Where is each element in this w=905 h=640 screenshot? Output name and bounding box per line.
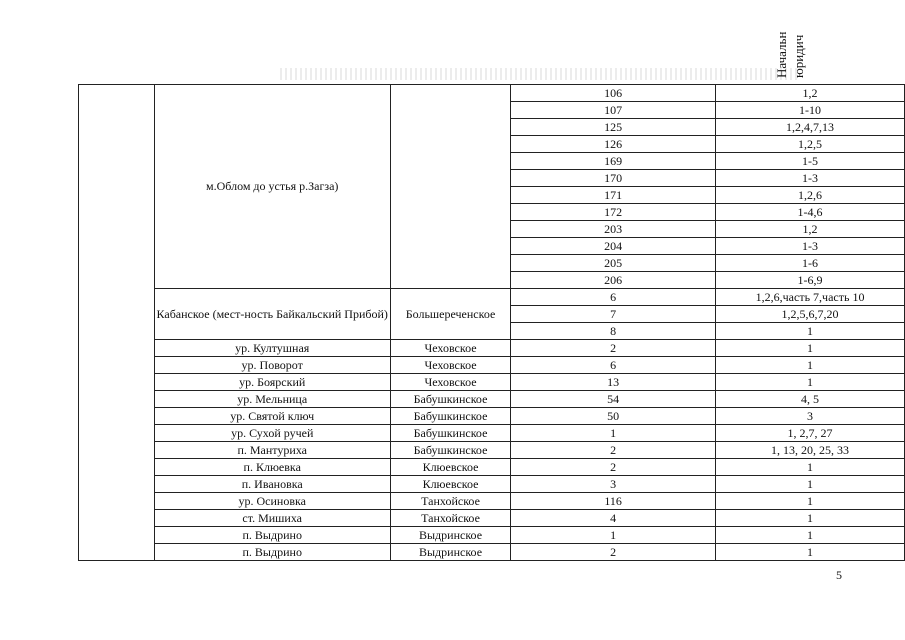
district-cell: Бабушкинское — [390, 408, 510, 425]
quarter-cell: 2 — [511, 459, 716, 476]
quarter-cell: 106 — [511, 85, 716, 102]
district-cell: Бабушкинское — [390, 442, 510, 459]
place-cell: п. Мантуриха — [154, 442, 390, 459]
table-row — [79, 374, 905, 391]
plots-cell: 1,2,5 — [716, 136, 905, 153]
district-cell: Выдринское — [390, 544, 510, 561]
district-cell: Чеховское — [390, 340, 510, 357]
place-cell: м.Облом до устья р.Загза) — [154, 85, 390, 289]
place-cell: ур. Святой ключ — [154, 408, 390, 425]
quarter-cell: 169 — [511, 153, 716, 170]
plots-cell: 1-10 — [716, 102, 905, 119]
place-cell: Кабанское (мест-ность Байкальский Прибой) — [154, 289, 390, 340]
plots-cell: 1-6,9 — [716, 272, 905, 289]
district-cell: Клюевское — [390, 476, 510, 493]
place-cell: п. Клюевка — [154, 459, 390, 476]
plots-cell: 1-4,6 — [716, 204, 905, 221]
header-line-1: Начальн — [774, 31, 789, 78]
quarter-cell: 4 — [511, 510, 716, 527]
plots-cell: 1, 13, 20, 25, 33 — [716, 442, 905, 459]
scan-noise-band — [280, 68, 800, 80]
table-row — [79, 459, 905, 476]
plots-cell: 1-6 — [716, 255, 905, 272]
quarter-cell: 107 — [511, 102, 716, 119]
quarter-cell: 2 — [511, 442, 716, 459]
quarter-cell: 7 — [511, 306, 716, 323]
plots-cell: 1, 2,7, 27 — [716, 425, 905, 442]
district-cell — [390, 85, 510, 289]
plots-cell: 4, 5 — [716, 391, 905, 408]
quarter-cell: 172 — [511, 204, 716, 221]
quarter-cell: 8 — [511, 323, 716, 340]
place-cell: ур. Мельница — [154, 391, 390, 408]
district-cell: Клюевское — [390, 459, 510, 476]
header-line-2: юридич — [791, 34, 806, 78]
plots-cell: 1 — [716, 340, 905, 357]
quarter-cell: 2 — [511, 544, 716, 561]
district-cell: Чеховское — [390, 374, 510, 391]
quarter-cell: 116 — [511, 493, 716, 510]
table-row — [79, 408, 905, 425]
quarter-cell: 205 — [511, 255, 716, 272]
district-cell: Чеховское — [390, 357, 510, 374]
district-cell: Большереченское — [390, 289, 510, 340]
district-cell: Бабушкинское — [390, 425, 510, 442]
quarter-cell: 203 — [511, 221, 716, 238]
quarter-cell: 170 — [511, 170, 716, 187]
plots-cell: 1 — [716, 493, 905, 510]
plots-cell: 1,2,4,7,13 — [716, 119, 905, 136]
plots-cell: 1-5 — [716, 153, 905, 170]
plots-cell: 1 — [716, 374, 905, 391]
plots-cell: 1-3 — [716, 238, 905, 255]
table-row — [79, 527, 905, 544]
plots-cell: 3 — [716, 408, 905, 425]
blank-margin-cell — [79, 85, 155, 561]
table-row — [79, 85, 905, 102]
table-row — [79, 544, 905, 561]
plots-cell: 1-3 — [716, 170, 905, 187]
quarter-cell: 171 — [511, 187, 716, 204]
plots-cell: 1 — [716, 510, 905, 527]
plots-cell: 1,2 — [716, 85, 905, 102]
table-body — [79, 85, 905, 561]
plots-cell: 1 — [716, 544, 905, 561]
district-cell: Выдринское — [390, 527, 510, 544]
table-row — [79, 442, 905, 459]
quarter-cell: 2 — [511, 340, 716, 357]
place-cell: ур. Осиновка — [154, 493, 390, 510]
place-cell: ур. Боярский — [154, 374, 390, 391]
plots-cell: 1 — [716, 323, 905, 340]
place-cell: ст. Мишиха — [154, 510, 390, 527]
place-cell: п. Ивановка — [154, 476, 390, 493]
place-cell: ур. Сухой ручей — [154, 425, 390, 442]
plots-cell: 1,2,5,6,7,20 — [716, 306, 905, 323]
place-cell: ур. Култушная — [154, 340, 390, 357]
place-cell: п. Выдрино — [154, 527, 390, 544]
quarter-cell: 6 — [511, 289, 716, 306]
quarter-cell: 204 — [511, 238, 716, 255]
page-number: 5 — [836, 568, 842, 582]
quarter-cell: 126 — [511, 136, 716, 153]
quarter-cell: 54 — [511, 391, 716, 408]
quarter-cell: 50 — [511, 408, 716, 425]
table-row — [79, 391, 905, 408]
quarter-cell: 13 — [511, 374, 716, 391]
table-row — [79, 476, 905, 493]
place-cell: ур. Поворот — [154, 357, 390, 374]
rotated-header — [774, 22, 814, 82]
plots-cell: 1,2,6,часть 7,часть 10 — [716, 289, 905, 306]
table-row — [79, 493, 905, 510]
quarter-cell: 6 — [511, 357, 716, 374]
district-cell: Танхойское — [390, 510, 510, 527]
plots-cell: 1,2 — [716, 221, 905, 238]
table-row — [79, 289, 905, 306]
plots-cell: 1,2,6 — [716, 187, 905, 204]
table-row — [79, 510, 905, 527]
plots-cell: 1 — [716, 459, 905, 476]
table-row — [79, 340, 905, 357]
place-cell: п. Выдрино — [154, 544, 390, 561]
district-cell: Танхойское — [390, 493, 510, 510]
plots-cell: 1 — [716, 527, 905, 544]
plots-cell: 1 — [716, 357, 905, 374]
document-table — [78, 84, 905, 561]
quarter-cell: 206 — [511, 272, 716, 289]
quarter-cell: 1 — [511, 425, 716, 442]
table-row — [79, 425, 905, 442]
quarter-cell: 3 — [511, 476, 716, 493]
quarter-cell: 1 — [511, 527, 716, 544]
quarter-cell: 125 — [511, 119, 716, 136]
plots-cell: 1 — [716, 476, 905, 493]
table-row — [79, 357, 905, 374]
district-cell: Бабушкинское — [390, 391, 510, 408]
